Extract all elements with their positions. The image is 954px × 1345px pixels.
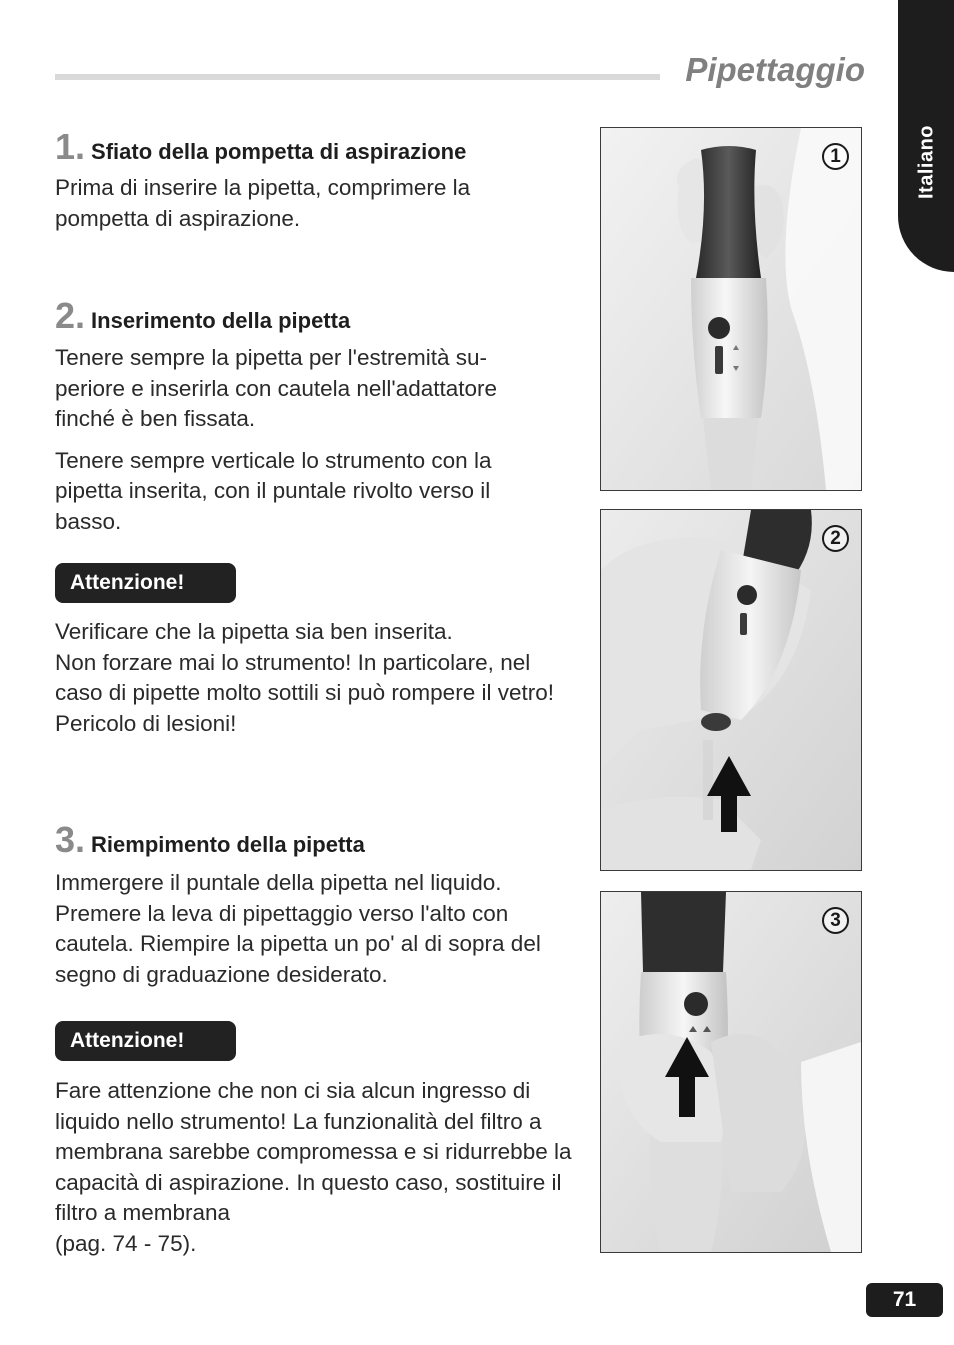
step-1-body (55, 173, 525, 234)
figure-1-number: 1 (822, 143, 849, 170)
step-2-title: Inserimento della pipetta (91, 308, 351, 333)
page-title: Pipettaggio (685, 51, 865, 88)
step-1-number: 1. (55, 126, 86, 167)
step-2-warning-line-1: Verificare che la pipetta sia ben inserita. (55, 619, 453, 644)
step-3-body (55, 868, 570, 990)
step-2-body (55, 343, 550, 537)
figure-1-illustration (601, 128, 861, 490)
step-1-title: Sfiato della pompetta di aspirazione (91, 139, 467, 164)
figure-3-illustration (601, 892, 861, 1252)
step-3-warning-badge: Attenzione! (55, 1021, 236, 1061)
figure-3-number: 3 (822, 907, 849, 934)
step-3-warning-text (55, 1076, 575, 1259)
figure-1-photo (600, 127, 862, 491)
step-3-paragraph: Immergere il puntale della pipetta nel liquido. Premere la leva di pipettaggio verso l'alto con cautela. Riempire la pipetta un po' al di sopra del segno di graduazione desiderato. (55, 870, 541, 987)
figure-2-number: 2 (822, 525, 849, 552)
step-1-paragraph: Prima di inserire la pipetta, comprimere la pompetta di aspirazione. (55, 175, 471, 231)
step-3-warning-line-2: (pag. 74 - 75). (55, 1230, 197, 1256)
step-2-warning-badge: Attenzione! (55, 563, 236, 603)
step-1-heading (55, 126, 466, 168)
header-rule (55, 74, 660, 80)
page-number: 71 (866, 1283, 943, 1317)
step-2-heading (55, 295, 350, 337)
figure-2-illustration (601, 510, 861, 870)
step-2-number: 2. (55, 295, 86, 336)
step-2-paragraph-1: Tenere sempre la pipetta per l'estremità su-periore e inserirla con cautela nell'adattatore finché è ben fissata. (55, 345, 498, 431)
language-tab-label: Italiano (915, 124, 938, 200)
step-2-paragraph-2: Tenere sempre verticale lo strumento con la pipetta inserita, con il puntale rivolto verso il basso. (55, 447, 492, 534)
step-3-number: 3. (55, 819, 86, 860)
step-3-title: Riempimento della pipetta (91, 832, 365, 857)
step-2-warning-text (55, 617, 570, 739)
step-3-warning-line-1: Fare attenzione che non ci sia alcun ingresso di liquido nello strumento! La funzionalità del filtro a membrana sarebbe compromessa e si ridurrebbe la capacità di aspirazione. In questo caso, sostituire il filtro a membrana (55, 1078, 572, 1225)
figure-2-photo (600, 509, 862, 871)
step-2-warning-line-2: Non forzare mai lo strumento! In particolare, nel caso di pipette molto sottili si può rompere il vetro! Pericolo di lesioni! (55, 649, 554, 736)
figure-3-photo (600, 891, 862, 1253)
step-3-heading (55, 819, 365, 861)
